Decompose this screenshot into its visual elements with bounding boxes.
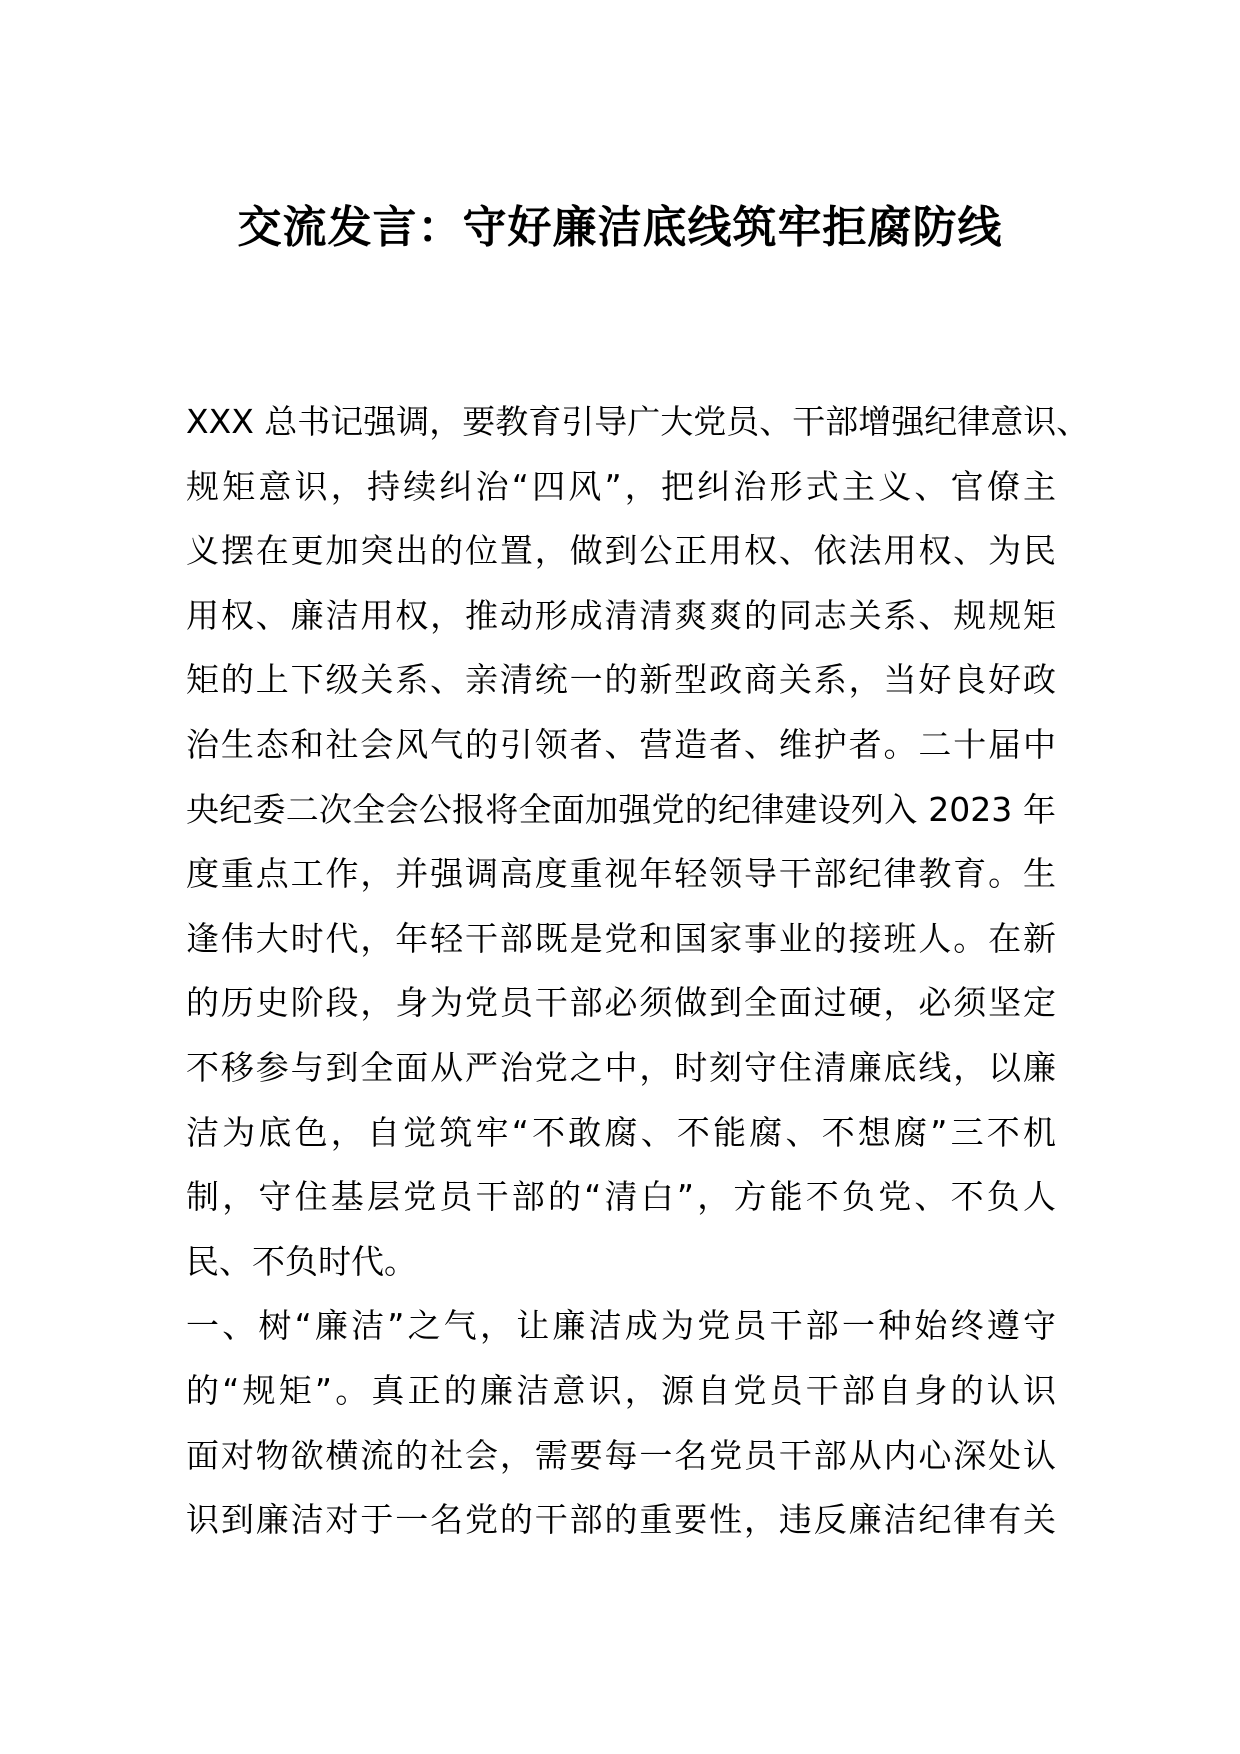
body-line: 用权、廉洁用权，推动形成清清爽爽的同志关系、规规矩 bbox=[186, 595, 1056, 635]
body-line: 规矩意识，持续纠治“四风”，把纠治形式主义、官僚主 bbox=[186, 466, 1056, 506]
body-line: XXX 总书记强调，要教育引导广大党员、干部增强纪律意识、 bbox=[186, 402, 1090, 441]
body-line: 矩的上下级关系、亲清统一的新型政商关系，当好良好政 bbox=[186, 660, 1056, 700]
body-line: 逢伟大时代，年轻干部既是党和国家事业的接班人。在新 bbox=[186, 918, 1056, 958]
body-line: 制，守住基层党员干部的“清白”，方能不负党、不负人 bbox=[186, 1177, 1056, 1217]
document-title: 交流发言：守好廉洁底线筑牢拒腐防线 bbox=[237, 202, 1003, 253]
body-line: 民、不负时代。 bbox=[186, 1241, 417, 1281]
body-line: 不移参与到全面从严治党之中，时刻守住清廉底线，以廉 bbox=[186, 1047, 1056, 1087]
body-line: 识到廉洁对于一名党的干部的重要性，违反廉洁纪律有关 bbox=[186, 1500, 1056, 1540]
document-body bbox=[186, 390, 1090, 1553]
body-line: 洁为底色，自觉筑牢“不敢腐、不能腐、不想腐”三不机 bbox=[186, 1112, 1056, 1152]
body-line: 的“规矩”。真正的廉洁意识，源自党员干部自身的认识 bbox=[186, 1370, 1056, 1410]
body-line: 义摆在更加突出的位置，做到公正用权、依法用权、为民 bbox=[186, 531, 1056, 571]
body-line: 治生态和社会风气的引领者、营造者、维护者。二十届中 bbox=[186, 724, 1056, 764]
body-line: 一、树“廉洁”之气，让廉洁成为党员干部一种始终遵守 bbox=[186, 1306, 1056, 1346]
body-line: 度重点工作，并强调高度重视年轻领导干部纪律教育。生 bbox=[186, 854, 1056, 894]
body-line: 面对物欲横流的社会，需要每一名党员干部从内心深处认 bbox=[186, 1435, 1056, 1475]
body-line: 央纪委二次全会公报将全面加强党的纪律建设列入 2023 年 bbox=[186, 789, 1056, 829]
body-line: 的历史阶段，身为党员干部必须做到全面过硬，必须坚定 bbox=[186, 983, 1056, 1023]
